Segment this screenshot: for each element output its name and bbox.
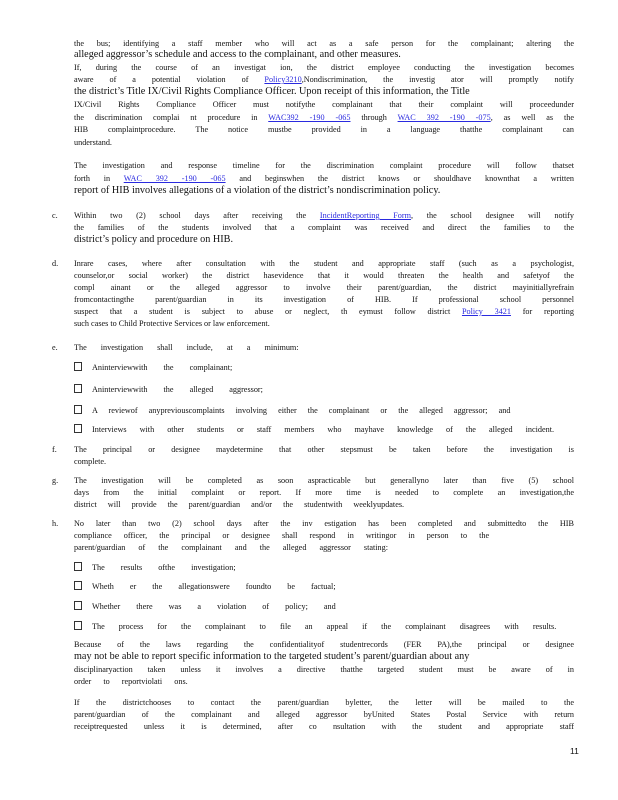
text-line: may not be able to report specific information to the targeted student’s parent/guardian about any (74, 651, 470, 662)
text-line: No later than two (2) school days after the inv estigation has been completed and submittedto the HIB (74, 519, 574, 528)
text-line: Inrare cases, where after consultation with the student and appropriate staff (such as a psychologist, (74, 259, 574, 268)
bullet-icon (74, 601, 88, 612)
item-label-d: d. (52, 259, 59, 268)
item-label-c: c. (52, 211, 58, 220)
text-line: counselor,or social worker) the district hasevidence that it would threaten the health and safetyof the (74, 271, 574, 280)
text-line: Within two (2) school days after receiving the IncidentReporting Form, the school designee will notify (74, 211, 574, 220)
text-line: the discrimination complai nt procedure in WAC392 -190 -065 through WAC 392 -190 -075, as well as the (74, 113, 574, 122)
item-label-f: f. (52, 445, 57, 454)
bullet-text: A reviewof anypreviouscomplaints involving either the complainant or the alleged aggressor; and (92, 406, 511, 415)
page-number: 11 (570, 746, 579, 756)
text-line: parent/guardian of the complainant and the alleged aggressor stating: (74, 543, 388, 552)
text-line: The principal or designee maydetermine that other stepsmust be taken before the investigation is (74, 445, 574, 454)
text-line: the district’s Title IX/Civil Rights Compliance Officer. Upon receipt of this information, the Title (74, 86, 470, 97)
bullet-text: Aninterviewwith the complainant; (92, 363, 233, 372)
text-line: the bus; identifying a staff member who will act as a safe person for the complainant; altering the (74, 39, 574, 48)
text-line: If the districtchooses to contact the parent/guardian byletter, the letter will be mailed to the (74, 698, 574, 707)
text-line: disciplinaryaction taken unless it involves a directive thatthe targeted student must be aware of in (74, 665, 574, 674)
text-line: parent/guardian of the complainant and alleged aggressor byUnited States Postal Service with return (74, 710, 574, 719)
wac-392-190-075-link[interactable]: WAC 392 -190 -075 (397, 113, 491, 122)
policy-3421-link[interactable]: Policy 3421 (461, 307, 511, 316)
text-line: The investigation will be completed as soon aspracticable but generallyno later than five (5) school (74, 476, 574, 485)
text-line: The investigation and response timeline for the discrimination complaint procedure will follow thatset (74, 161, 574, 170)
text-line: fromcontactingthe parent/guardian in its investigation of HIB. If professional school personnel (74, 295, 574, 304)
bullet-text: The process for the complainant to file an appeal if the complainant disagrees with results. (92, 622, 557, 631)
bullet-icon (74, 581, 88, 592)
text-line: compl ainant or the alleged aggressor to involve their parent/guardian, the district mayinitiallyrefrain (74, 283, 574, 292)
bullet-icon (74, 405, 88, 416)
text-line: Because of the laws regarding the confidentialityof studentrecords (FER PA),the principal or designee (74, 640, 574, 649)
bullet-icon (74, 384, 88, 395)
incident-reporting-form-link[interactable]: IncidentReporting Form (319, 211, 411, 220)
bullet-icon (74, 562, 88, 573)
text-line: days from the initial complaint or report. If more time is needed to complete an investigation,the (74, 488, 574, 497)
text-line: If, during the course of an investigat ion, the district employee conducting the investigation becomes (74, 63, 574, 72)
text-line: compliance officer, the principal or designee shall respond in writingor in person to the (74, 531, 490, 540)
text-line: district will provide the parent/guardian and/or the studentwith weeklyupdates. (74, 500, 405, 509)
policy-3210-link[interactable]: Policy3210 (264, 75, 302, 84)
text-line: alleged aggressor’s schedule and access to the complainant, and other measures. (74, 49, 401, 60)
text-line: the families of the students involved that a complaint was received and direct the families to the (74, 223, 574, 232)
text-line: understand. (74, 138, 112, 147)
text-line: report of HIB involves allegations of a violation of the district’s nondiscrimination policy. (74, 185, 441, 196)
bullet-text: Interviews with other students or staff members who mayhave knowledge of the alleged incident. (92, 425, 555, 434)
text-line: The investigation shall include, at a minimum: (74, 343, 299, 352)
text-line: aware of a potential violation of Policy3210,Nondiscrimination, the investig ator will promptly notify (74, 75, 575, 84)
bullet-text: Wheth er the allegationswere foundto be factual; (92, 582, 336, 591)
bullet-icon (74, 424, 88, 435)
text-line: suspect that a student is subject to abuse or neglect, th eymust follow district Policy 3421 for reporting (74, 307, 574, 316)
item-label-e: e. (52, 343, 58, 352)
text-line: HIB complaintprocedure. The notice mustbe provided in a language thatthe complainant can (74, 125, 574, 134)
wac-392-190-065-link[interactable]: WAC392 -190 -065 (268, 113, 351, 122)
bullet-icon (74, 621, 88, 632)
text-line: forth in WAC 392 -190 -065 and beginswhen the district knows or shouldhave knownthat a written (74, 174, 574, 183)
bullet-text: The results ofthe investigation; (92, 563, 236, 572)
bullet-icon (74, 362, 88, 373)
item-label-h: h. (52, 519, 59, 528)
text-line: district’s policy and procedure on HIB. (74, 234, 233, 245)
text-line: IX/Civil Rights Compliance Officer must notifythe complainant that their complaint will proceedunder (74, 100, 574, 109)
item-label-g: g. (52, 476, 59, 485)
text-line: complete. (74, 457, 107, 466)
bullet-text: Aninterviewwith the alleged aggressor; (92, 385, 263, 394)
text-line: receiptrequested unless it is determined, after co nsultation with the student and appropriate staff (74, 722, 574, 731)
text-line: such cases to Child Protective Services or law enforcement. (74, 319, 270, 328)
text-line: order to reportviolati ons. (74, 677, 188, 686)
wac-392-190-065-link-2[interactable]: WAC 392 -190 -065 (123, 174, 226, 183)
bullet-text: Whether there was a violation of policy; and (92, 602, 336, 611)
